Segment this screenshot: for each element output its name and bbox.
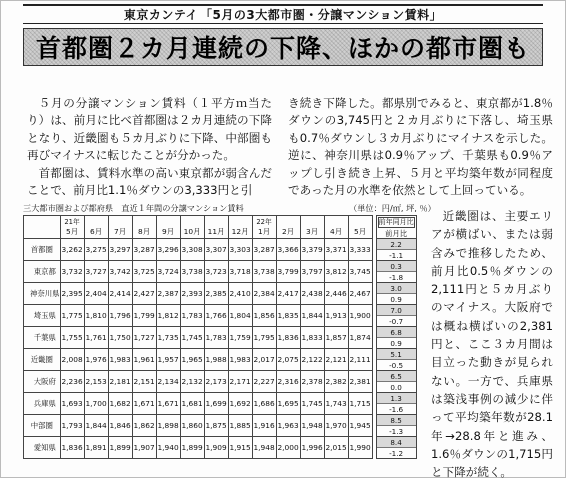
mom-value: -1.3: [389, 426, 404, 436]
rent-value-cell: 1,833: [300, 327, 324, 349]
rent-value-cell: 2,395: [60, 283, 84, 305]
table-row: [24, 415, 417, 437]
rent-value-cell: 2,000: [276, 437, 300, 459]
rent-value-cell: 1,860: [180, 415, 204, 437]
month-header: [228, 216, 252, 239]
rent-value-cell: 1,857: [324, 327, 348, 349]
header-strip: [23, 4, 543, 24]
table-caption: [23, 203, 436, 214]
table-header-row: [24, 216, 417, 239]
rent-value-cell: 1,898: [156, 415, 180, 437]
rent-value-cell: 2,381: [348, 371, 372, 393]
month-label: 3月: [306, 227, 319, 236]
rent-value-cell: 1,835: [276, 305, 300, 327]
rent-value-cell: 3,379: [300, 239, 324, 261]
rent-value-cell: 2,173: [204, 371, 228, 393]
month-header: [324, 216, 348, 239]
rent-value-cell: 2,171: [228, 371, 252, 393]
yoy-value: 7.0: [377, 305, 416, 316]
rent-value-cell: 1,862: [132, 415, 156, 437]
yoy-value: 8.4: [377, 437, 416, 448]
rent-value-cell: 1,796: [108, 305, 132, 327]
month-header: [132, 216, 156, 239]
month-label: 10月: [183, 227, 201, 236]
rent-value-cell: 1,899: [108, 437, 132, 459]
mom-value: -1.8: [389, 272, 404, 282]
month-header: [108, 216, 132, 239]
rent-value-cell: 1,745: [180, 327, 204, 349]
rent-value-cell: 1,965: [180, 349, 204, 371]
mom-value: -1.2: [389, 448, 404, 458]
rent-value-cell: 3,738: [180, 261, 204, 283]
mom-value: -0.5: [389, 360, 404, 370]
rent-value-cell: 3,727: [84, 261, 108, 283]
month-label: 5月: [66, 227, 79, 236]
rent-value-cell: 1,961: [132, 349, 156, 371]
table-title: 三大都市圏および都府県 直近１年間の分譲マンション賃料: [23, 203, 244, 213]
rent-value-cell: 1,957: [156, 349, 180, 371]
rent-value-cell: 1,681: [180, 393, 204, 415]
rent-value-cell: 1,983: [228, 349, 252, 371]
article-column-2: [288, 95, 553, 199]
rent-value-cell: 3,724: [156, 261, 180, 283]
month-header: [156, 216, 180, 239]
ratio-cell: [376, 415, 416, 437]
rent-value-cell: 1,810: [84, 305, 108, 327]
mom-value: -0.7: [389, 316, 404, 326]
yoy-value: 6.8: [377, 327, 416, 338]
rent-value-cell: 2,384: [252, 283, 276, 305]
rent-value-cell: 1,692: [228, 393, 252, 415]
rent-value-cell: 2,015: [324, 437, 348, 459]
rent-value-cell: 2,446: [324, 283, 348, 305]
region-cell: 神奈川県: [24, 283, 61, 305]
mom-value: -1.6: [389, 404, 404, 414]
rent-value-cell: 3,797: [300, 261, 324, 283]
month-header: [300, 216, 324, 239]
rent-value-cell: 1,907: [132, 437, 156, 459]
rent-value-cell: 2,438: [300, 283, 324, 305]
ratio-header: [376, 216, 416, 239]
rent-value-cell: 3,799: [276, 261, 300, 283]
rent-value-cell: 1,766: [204, 305, 228, 327]
ratio-cell: [376, 305, 416, 327]
rent-value-cell: 1,745: [300, 393, 324, 415]
table-row: [24, 371, 417, 393]
rent-value-cell: 1,735: [156, 327, 180, 349]
month-header: [60, 216, 84, 239]
mom-value: -1.1: [389, 250, 404, 260]
table-row: [24, 327, 417, 349]
rent-value-cell: 1,948: [252, 437, 276, 459]
rent-value-cell: 3,296: [156, 239, 180, 261]
region-cell: 愛知県: [24, 437, 61, 459]
article-paragraph: 首都圏は、賃料水準の高い東京都が弱含んだことで、前月比1.1％ダウンの3,333円と引: [27, 165, 272, 198]
yoy-value: 0.3: [377, 261, 416, 272]
rent-value-cell: 1,671: [132, 393, 156, 415]
table-row: [24, 437, 417, 459]
region-cell: 首都圏: [24, 239, 61, 261]
rent-value-cell: 1,885: [228, 415, 252, 437]
rent-value-cell: 1,775: [60, 305, 84, 327]
month-header: [252, 216, 276, 239]
rent-value-cell: 2,008: [60, 349, 84, 371]
rent-value-cell: 1,686: [252, 393, 276, 415]
region-cell: 千葉県: [24, 327, 61, 349]
rent-value-cell: 2,075: [276, 349, 300, 371]
rent-value-cell: 3,738: [252, 261, 276, 283]
rent-value-cell: 1,783: [204, 327, 228, 349]
ratio-cell: [376, 283, 416, 305]
rent-value-cell: 1,727: [132, 327, 156, 349]
rent-value-cell: 1,783: [180, 305, 204, 327]
rent-value-cell: 1,755: [60, 327, 84, 349]
rent-value-cell: 3,366: [276, 239, 300, 261]
region-cell: 兵庫県: [24, 393, 61, 415]
rent-value-cell: 2,121: [324, 349, 348, 371]
rent-value-cell: 3,371: [324, 239, 348, 261]
table-row: [24, 239, 417, 261]
rent-value-cell: 2,387: [156, 283, 180, 305]
rent-value-cell: 3,287: [132, 239, 156, 261]
rent-value-cell: 1,812: [156, 305, 180, 327]
rent-value-cell: 1,793: [60, 415, 84, 437]
rent-value-cell: 1,844: [84, 415, 108, 437]
rent-value-cell: 1,983: [108, 349, 132, 371]
month-label: 8月: [138, 227, 151, 236]
rent-value-cell: 1,804: [228, 305, 252, 327]
month-label: 1月: [258, 227, 271, 236]
ratio-cell: [376, 261, 416, 283]
rent-value-cell: 1,900: [348, 305, 372, 327]
rent-value-cell: 1,948: [300, 415, 324, 437]
rent-value-cell: 1,693: [60, 393, 84, 415]
rent-value-cell: 2,385: [204, 283, 228, 305]
yoy-header: 前年同月比: [378, 218, 414, 226]
rent-value-cell: 3,718: [228, 261, 252, 283]
rent-table-wrapper: [23, 215, 417, 459]
mom-header: 前月比: [384, 229, 408, 238]
table-row: [24, 305, 417, 327]
rent-value-cell: 2,417: [276, 283, 300, 305]
year-label: 21年: [64, 218, 80, 226]
rent-value-cell: 3,742: [108, 261, 132, 283]
rent-value-cell: 2,382: [324, 371, 348, 393]
rent-value-cell: 2,017: [252, 349, 276, 371]
month-label: 12月: [231, 227, 249, 236]
rent-value-cell: 2,414: [108, 283, 132, 305]
rent-value-cell: 3,812: [324, 261, 348, 283]
rent-value-cell: 2,151: [132, 371, 156, 393]
rent-value-cell: 1,909: [204, 437, 228, 459]
ratio-cell: [376, 393, 416, 415]
month-label: 9月: [162, 227, 175, 236]
rent-value-cell: 1,976: [84, 349, 108, 371]
rent-value-cell: 2,181: [108, 371, 132, 393]
rent-value-cell: 1,761: [84, 327, 108, 349]
rent-value-cell: 1,836: [276, 327, 300, 349]
region-cell: 埼玉県: [24, 305, 61, 327]
month-header: [180, 216, 204, 239]
rent-value-cell: 1,715: [348, 393, 372, 415]
rent-value-cell: 1,891: [84, 437, 108, 459]
rent-value-cell: 2,132: [180, 371, 204, 393]
mom-value: 0.9: [390, 294, 402, 304]
ratio-cell: [376, 327, 416, 349]
rent-value-cell: 1,846: [108, 415, 132, 437]
rent-value-cell: 1,682: [108, 393, 132, 415]
rent-table-body: [24, 239, 417, 459]
month-header: [84, 216, 108, 239]
rent-value-cell: 3,745: [348, 261, 372, 283]
month-header: [276, 216, 300, 239]
rent-value-cell: 2,467: [348, 283, 372, 305]
rent-value-cell: 3,308: [180, 239, 204, 261]
article-paragraph: 近畿圏は、主要エリアが横ばい、または弱含みで推移したため、前月比0.5％ダウンの2,111円と５カ月ぶりのマイナス。大阪府では概ね横ばいの2,381円と、ここ３カ月間は目立った動きが見られない。一方で、兵庫県は築浅事例の減少に伴って平均築年数が28.1年→28.8年と進み、1.6％ダウンの1,715円と下降が続く。: [431, 209, 553, 480]
rent-value-cell: 3,333: [348, 239, 372, 261]
rent-value-cell: 1,996: [300, 437, 324, 459]
yoy-value: 1.3: [377, 393, 416, 404]
rent-value-cell: 1,875: [204, 415, 228, 437]
rent-value-cell: 2,111: [348, 349, 372, 371]
rent-table: [23, 215, 417, 459]
ratio-cell: [376, 239, 416, 261]
table-row: [24, 393, 417, 415]
rent-value-cell: 1,899: [180, 437, 204, 459]
yoy-value: 3.0: [377, 283, 416, 294]
rent-value-cell: 3,297: [108, 239, 132, 261]
article-paragraph: き続き下降した。都県別でみると、東京都が1.8％ダウンの3,745円と２カ月ぶりに下落し、埼玉県も0.7％ダウンし３カ月ぶりにマイナスを示した。逆に、神奈川県は0.9％アップ、千葉県も0.9％アップし引き続き上昇、５月と平均築年数が同程度であった月の水準を依然として上回っている。: [288, 96, 553, 198]
article-column-1: [27, 95, 272, 199]
rent-value-cell: 3,732: [60, 261, 84, 283]
rent-value-cell: 1,945: [348, 415, 372, 437]
yoy-value: 5.1: [377, 349, 416, 360]
rent-value-cell: 1,743: [324, 393, 348, 415]
rent-value-cell: 1,940: [156, 437, 180, 459]
ratio-cell: [376, 371, 416, 393]
article-column-3: [431, 207, 553, 481]
ratio-cell: [376, 349, 416, 371]
rent-value-cell: 2,393: [180, 283, 204, 305]
rent-value-cell: 3,275: [84, 239, 108, 261]
rent-value-cell: 1,963: [276, 415, 300, 437]
mom-value: 0.9: [390, 338, 402, 348]
month-label: 5月: [354, 227, 367, 236]
table-row: [24, 349, 417, 371]
rent-value-cell: 1,759: [228, 327, 252, 349]
rent-value-cell: 1,844: [300, 305, 324, 327]
article-paragraph: ５月の分譲マンション賃料（１平方ｍ当たり）は、前月に比べ首都圏は２カ月連続の下降となり、近畿圏も５カ月ぶりに下降、中部圏も再びマイナスに転じたことが分かった。: [27, 96, 272, 163]
rent-value-cell: 1,700: [84, 393, 108, 415]
rent-value-cell: 1,913: [324, 305, 348, 327]
month-label: 7月: [114, 227, 127, 236]
rent-value-cell: 1,874: [348, 327, 372, 349]
region-cell: 中部圏: [24, 415, 61, 437]
rent-value-cell: 3,723: [204, 261, 228, 283]
rent-value-cell: 1,671: [156, 393, 180, 415]
rent-value-cell: 3,262: [60, 239, 84, 261]
rent-value-cell: 1,916: [252, 415, 276, 437]
month-label: 11月: [207, 227, 225, 236]
region-cell: 東京都: [24, 261, 61, 283]
month-label: 2月: [282, 227, 295, 236]
rent-value-cell: 2,378: [300, 371, 324, 393]
month-header: [204, 216, 228, 239]
rent-value-cell: 3,725: [132, 261, 156, 283]
rent-value-cell: 1,856: [252, 305, 276, 327]
rent-value-cell: 2,227: [252, 371, 276, 393]
rent-value-cell: 1,970: [324, 415, 348, 437]
month-label: 4月: [330, 227, 343, 236]
rent-value-cell: 2,134: [156, 371, 180, 393]
mom-value: 0.0: [390, 382, 402, 392]
table-row: [24, 261, 417, 283]
rent-value-cell: 1,988: [204, 349, 228, 371]
rent-value-cell: 3,307: [204, 239, 228, 261]
rent-value-cell: 2,404: [84, 283, 108, 305]
month-label: 6月: [90, 227, 103, 236]
rent-value-cell: 2,410: [228, 283, 252, 305]
rent-value-cell: 2,153: [84, 371, 108, 393]
region-cell: 大阪府: [24, 371, 61, 393]
rent-value-cell: 2,122: [300, 349, 324, 371]
headline-banner: [23, 28, 543, 66]
series-name: 東京カンテイ: [123, 8, 198, 22]
rent-value-cell: 1,836: [60, 437, 84, 459]
region-cell: 近畿圏: [24, 349, 61, 371]
rent-value-cell: 3,287: [252, 239, 276, 261]
rent-value-cell: 1,990: [348, 437, 372, 459]
rent-value-cell: 3,303: [228, 239, 252, 261]
ratio-cell: [376, 437, 416, 459]
rent-value-cell: 2,236: [60, 371, 84, 393]
yoy-value: 8.5: [377, 415, 416, 426]
series-title: 「5月の3大都市圏・分譲マンション賃料」: [200, 8, 443, 22]
year-label: 22年: [256, 218, 272, 226]
rent-value-cell: 1,799: [132, 305, 156, 327]
rent-value-cell: 1,795: [252, 327, 276, 349]
rent-value-cell: 2,427: [132, 283, 156, 305]
rent-value-cell: 1,915: [228, 437, 252, 459]
yoy-value: 2.2: [377, 239, 416, 250]
corner-cell: [24, 216, 61, 239]
rent-value-cell: 1,695: [276, 393, 300, 415]
table-row: [24, 283, 417, 305]
rent-value-cell: 1,750: [108, 327, 132, 349]
rent-value-cell: 1,699: [204, 393, 228, 415]
table-unit: （単位：円/㎡, 坪, ％）: [349, 203, 436, 213]
headline-text: 首都圏２カ月連続の下降、ほかの都市圏も: [35, 34, 530, 63]
yoy-value: 6.5: [377, 371, 416, 382]
month-header: [348, 216, 372, 239]
rent-value-cell: 2,316: [276, 371, 300, 393]
